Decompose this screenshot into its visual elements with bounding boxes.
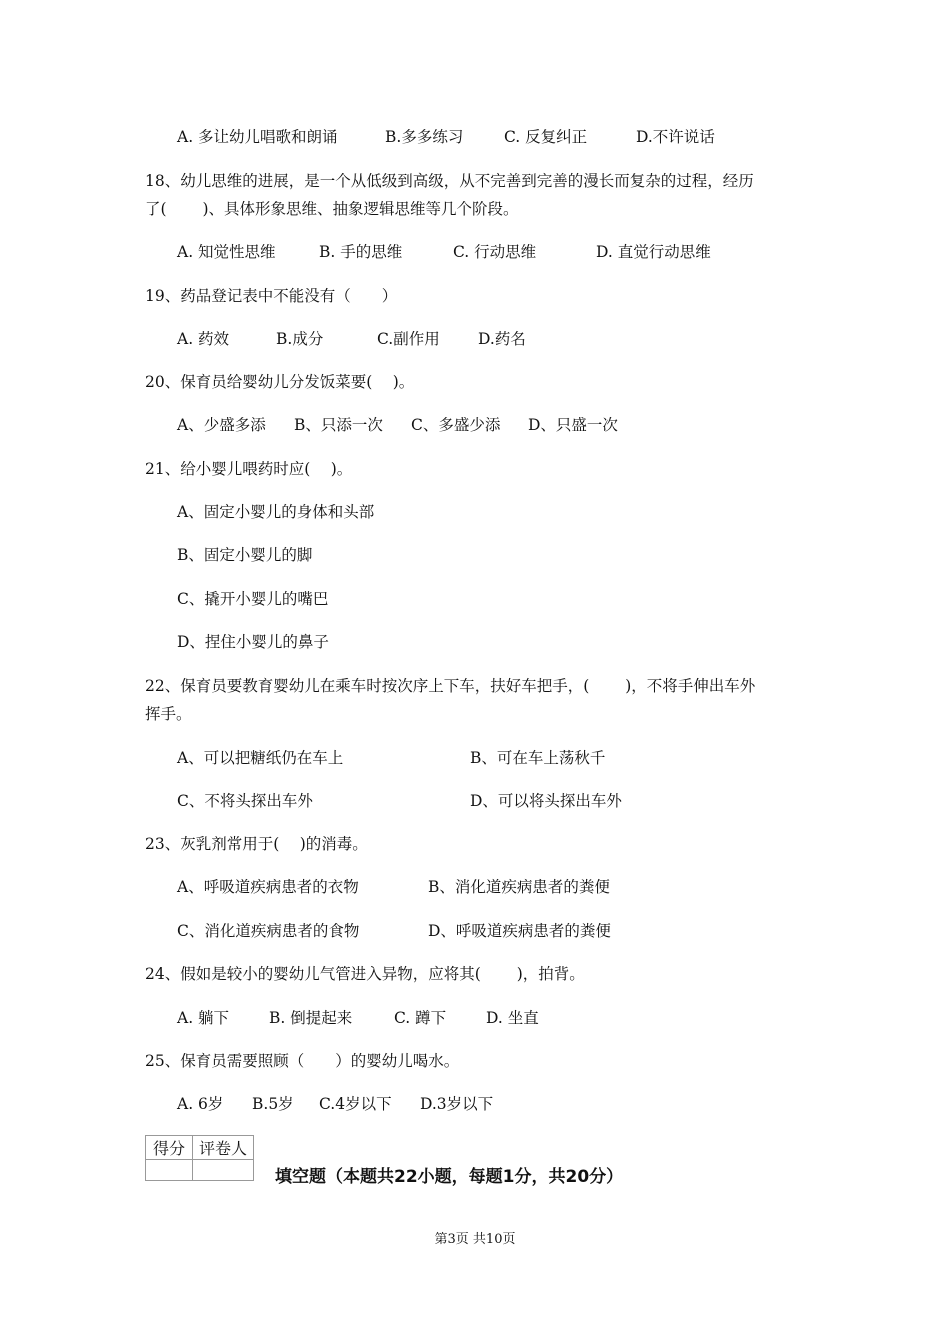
option-a: A、固定小婴儿的身体和头部 (177, 503, 375, 521)
option-a: A、可以把糖纸仍在车上 (177, 749, 344, 767)
option-d: D、捏住小婴儿的鼻子 (177, 633, 329, 651)
option-b: B、消化道疾病患者的粪便 (428, 878, 610, 896)
option-a: A. 6岁 (177, 1095, 224, 1113)
question-22-line2: 挥手。 (145, 705, 192, 723)
option-d: D、只盛一次 (528, 416, 618, 434)
option-c: C、撬开小婴儿的嘴巴 (177, 590, 329, 608)
option-b: B、可在车上荡秋千 (470, 749, 606, 767)
question-21: 21、给小婴儿喂药时应( )。 (145, 460, 353, 478)
reviewer-label: 评卷人 (193, 1136, 254, 1160)
option-a: A. 躺下 (177, 1009, 230, 1027)
option-b: B、固定小婴儿的脚 (177, 546, 313, 564)
reviewer-cell (193, 1160, 254, 1181)
option-d: D.药名 (478, 330, 526, 348)
option-d: D、呼吸道疾病患者的粪便 (428, 922, 611, 940)
option-c: C、多盛少添 (411, 416, 501, 434)
option-b: B. 倒提起来 (269, 1009, 353, 1027)
question-20: 20、保育员给婴幼儿分发饭菜要( )。 (145, 373, 415, 391)
question-23: 23、灰乳剂常用于( )的消毒。 (145, 835, 368, 853)
option-b: B. 手的思维 (319, 243, 403, 261)
score-label: 得分 (146, 1136, 193, 1160)
option-b: B.5岁 (252, 1095, 294, 1113)
section-title: 填空题（本题共22小题，每题1分，共20分） (275, 1167, 624, 1187)
question-25: 25、保育员需要照顾（ ）的婴幼儿喝水。 (145, 1052, 460, 1070)
option-a: A、呼吸道疾病患者的衣物 (177, 878, 359, 896)
option-c: C、消化道疾病患者的食物 (177, 922, 360, 940)
option-b: B、只添一次 (294, 416, 383, 434)
option-d: D、可以将头探出车外 (470, 792, 622, 810)
option-d: D.不许说话 (636, 128, 715, 146)
question-19: 19、药品登记表中不能没有（ ） (145, 287, 398, 305)
option-a: A、少盛多添 (177, 416, 266, 434)
question-18-line2: 了( )、具体形象思维、抽象逻辑思维等几个阶段。 (145, 200, 519, 218)
option-b: B.成分 (276, 330, 324, 348)
score-table (145, 1135, 254, 1181)
option-c: C. 蹲下 (394, 1009, 447, 1027)
option-a: A. 知觉性思维 (177, 243, 276, 261)
option-c: C. 行动思维 (453, 243, 537, 261)
option-c: C、不将头探出车外 (177, 792, 313, 810)
page-footer: 第3页 共10页 (434, 1232, 516, 1247)
option-c: C.副作用 (377, 330, 440, 348)
question-18-line1: 18、幼儿思维的进展，是一个从低级到高级，从不完善到完善的漫长而复杂的过程，经历 (145, 172, 754, 190)
option-d: D. 直觉行动思维 (596, 243, 711, 261)
score-cell (146, 1160, 193, 1181)
option-c: C.4岁以下 (319, 1095, 392, 1113)
option-a: A. 多让幼儿唱歌和朗诵 (177, 128, 338, 146)
option-d: D.3岁以下 (420, 1095, 494, 1113)
option-a: A. 药效 (177, 330, 230, 348)
option-c: C. 反复纠正 (504, 128, 588, 146)
option-b: B.多多练习 (385, 128, 464, 146)
option-d: D. 坐直 (486, 1009, 539, 1027)
question-22-line1: 22、保育员要教育婴幼儿在乘车时按次序上下车，扶好车把手，( )，不将手伸出车外 (145, 677, 756, 695)
question-24: 24、假如是较小的婴幼儿气管进入异物，应将其( )，拍背。 (145, 965, 585, 983)
